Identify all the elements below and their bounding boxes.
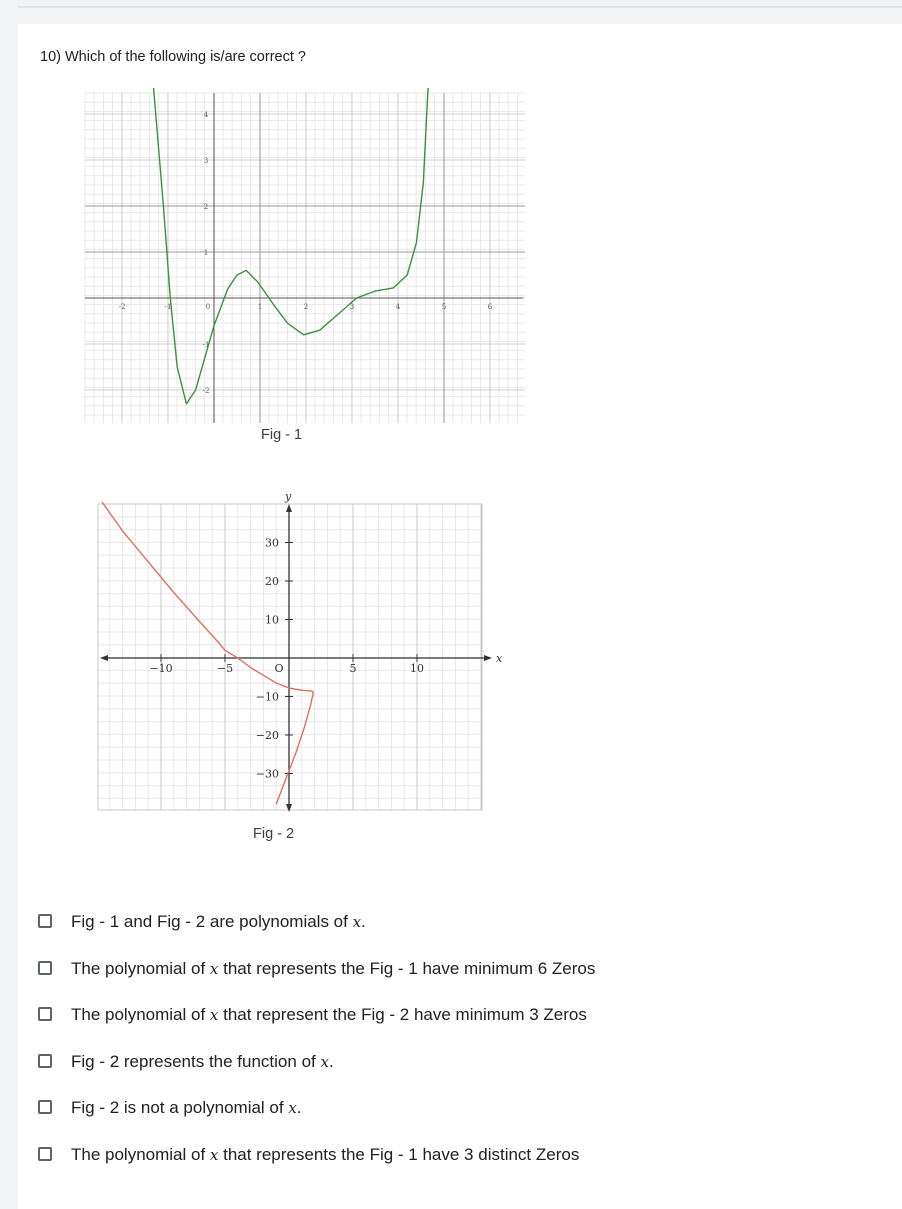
checkbox[interactable] [38, 1147, 52, 1161]
fig2-curve [102, 502, 313, 804]
x-tick-label: −10 [149, 662, 173, 675]
y-tick-label: −20 [255, 729, 279, 742]
x-tick-label: 10 [410, 662, 424, 675]
y-tick-label: -1 [202, 341, 210, 349]
x-tick-label: -2 [118, 303, 126, 311]
x-tick-label: 6 [487, 303, 493, 311]
checkbox[interactable] [38, 1007, 52, 1021]
option-6[interactable] [38, 1139, 595, 1186]
option-label: The polynomial of x that represents the Fig - 1 have 3 distinct Zeros [71, 1144, 580, 1164]
checkbox[interactable] [38, 1100, 52, 1114]
y-tick-label: 4 [203, 111, 209, 119]
figure-2 [96, 488, 506, 818]
y-tick-label: 3 [203, 157, 209, 165]
y-tick-label: −10 [255, 690, 279, 704]
question-number: 10) [40, 49, 61, 65]
checkbox[interactable] [38, 914, 52, 928]
option-3[interactable] [38, 999, 595, 1046]
option-label: Fig - 2 is not a polynomial of x. [71, 1098, 302, 1118]
x-tick-label: −5 [216, 662, 234, 675]
option-label: Fig - 2 represents the function of x. [71, 1051, 334, 1071]
checkbox[interactable] [38, 961, 52, 975]
x-tick-label: 5 [441, 303, 447, 311]
option-label: Fig - 1 and Fig - 2 are polynomials of x. [71, 912, 366, 931]
option-label: The polynomial of x that represent the Fig - 2 have minimum 3 Zeros [71, 1005, 587, 1025]
x-tick-label: 4 [395, 303, 401, 311]
question-label: Which of the following is/are correct ? [65, 49, 306, 65]
x-tick-label: 3 [349, 303, 355, 311]
options-list [38, 906, 595, 1186]
fig1-caption: Fig - 1 [261, 427, 303, 443]
y-axis-label: y [285, 490, 292, 503]
grid-frame [98, 504, 482, 810]
x-tick-label: -1 [164, 303, 172, 311]
origin-label: O [274, 662, 284, 675]
option-4[interactable] [38, 1046, 595, 1093]
option-2[interactable] [38, 953, 595, 1000]
y-tick-label: -2 [202, 387, 210, 395]
y-tick-label: 20 [265, 575, 279, 588]
x-axis-right-arrow [484, 655, 492, 661]
option-5[interactable] [38, 1092, 595, 1139]
y-tick-label: 2 [203, 203, 209, 211]
top-divider [18, 6, 902, 8]
figure-1 [80, 88, 530, 428]
fig2-caption: Fig - 2 [253, 826, 295, 842]
x-axis-label: x [496, 652, 503, 665]
y-tick-label: 1 [203, 249, 209, 257]
x-axis-left-arrow [100, 655, 108, 661]
question-text [40, 49, 306, 65]
x-tick-label: 2 [303, 303, 309, 311]
y-tick-label: −30 [255, 767, 279, 781]
option-label: The polynomial of x that represents the Fig - 1 have minimum 6 Zeros [71, 958, 596, 978]
x-tick-label: 5 [349, 662, 357, 675]
option-1[interactable] [38, 906, 595, 953]
y-axis-top-arrow [286, 504, 292, 512]
y-tick-label: 30 [265, 536, 279, 550]
y-tick-label: 10 [265, 613, 279, 627]
y-axis-bottom-arrow [286, 804, 292, 812]
x-tick-label: 1 [257, 303, 263, 311]
checkbox[interactable] [38, 1054, 52, 1068]
x-tick-label: 0 [205, 303, 211, 311]
